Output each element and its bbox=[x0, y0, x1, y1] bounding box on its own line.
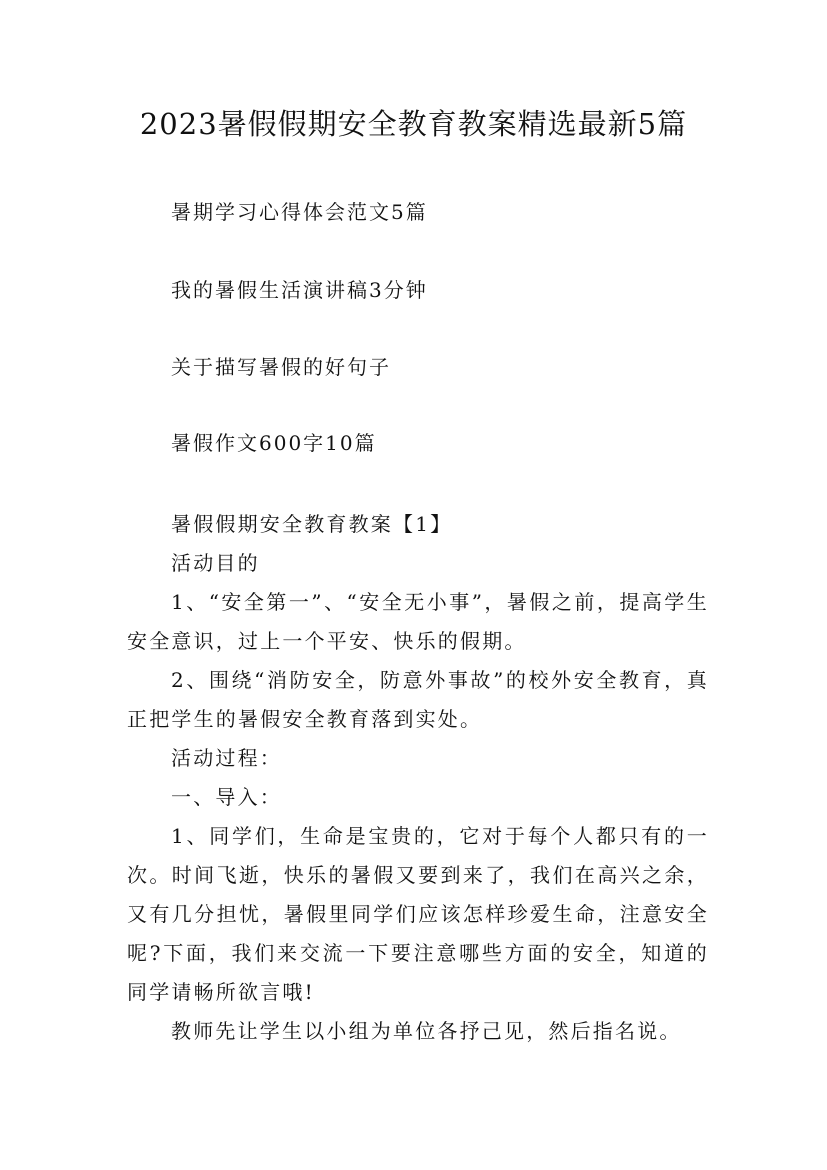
related-link-1[interactable]: 暑期学习心得体会范文5篇 bbox=[171, 200, 428, 224]
paragraph-intro-heading: 一、导入： bbox=[171, 785, 282, 809]
related-link-4[interactable]: 暑假作文600字10篇 bbox=[171, 431, 377, 455]
related-link-2[interactable]: 我的暑假生活演讲稿3分钟 bbox=[171, 278, 428, 302]
related-link-3[interactable]: 关于描写暑假的好句子 bbox=[171, 355, 391, 379]
section-title: 暑假假期安全教育教案【1】 bbox=[171, 512, 453, 536]
paragraph-goal-1: 1、“安全第一”、“安全无小事”，暑假之前，提高学生安全意识，过上一个平安、快乐的假期。 bbox=[127, 590, 709, 653]
paragraph-teacher-instruction: 教师先让学生以小组为单位各抒己见，然后指名说。 bbox=[171, 1019, 682, 1043]
paragraph-activity-goal: 活动目的 bbox=[171, 551, 260, 575]
paragraph-intro-1: 1、同学们，生命是宝贵的，它对于每个人都只有的一次。时间飞逝，快乐的暑假又要到来了，我们在高兴之余，又有几分担忧，暑假里同学们应该怎样珍爱生命，注意安全呢?下面，我们来交流一下要注意哪些方面的安全，知道的同学请畅所欲言哦! bbox=[127, 824, 709, 1004]
document-body bbox=[127, 505, 709, 1051]
paragraph-goal-2: 2、围绕“消防安全，防意外事故”的校外安全教育，真正把学生的暑假安全教育落到实处。 bbox=[127, 668, 709, 731]
document-title: 2023暑假假期安全教育教案精选最新5篇 bbox=[139, 107, 688, 141]
paragraph-activity-process: 活动过程： bbox=[171, 746, 282, 770]
